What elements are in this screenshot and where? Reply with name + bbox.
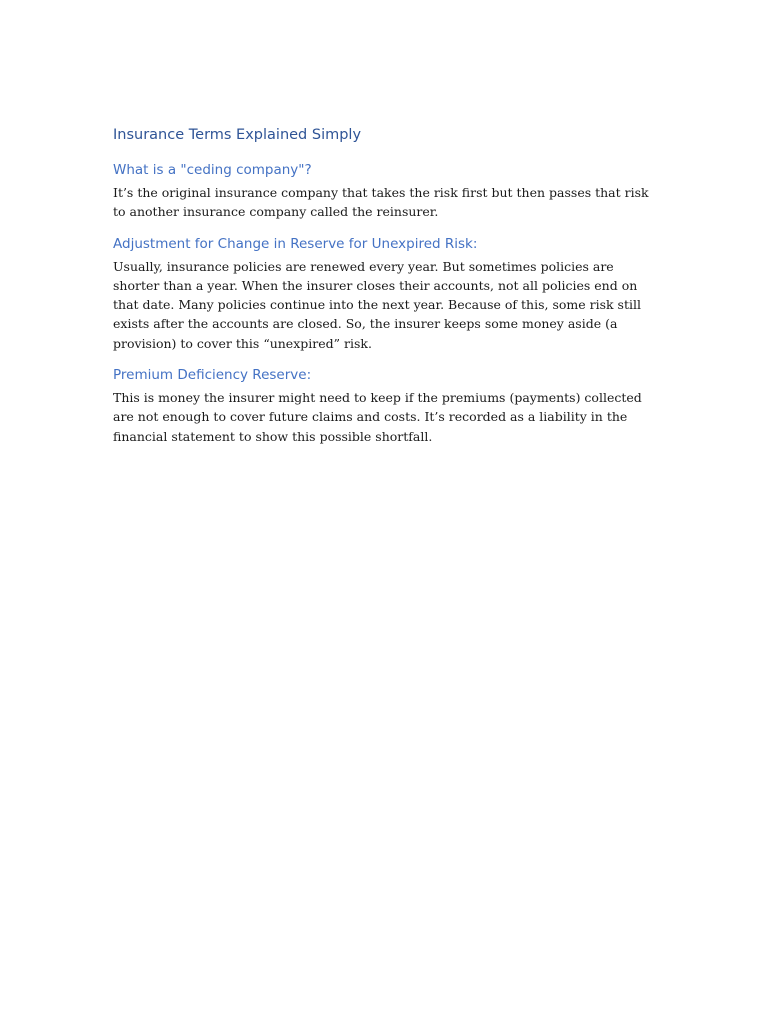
document-page — [113, 124, 658, 458]
document-title: Insurance Terms Explained Simply — [113, 127, 362, 143]
section-heading: Premium Deficiency Reserve: — [113, 367, 312, 384]
section-body: This is money the insurer might need to keep if the premiums (payments) collected are not enough to cover future claims and costs. It’s recorded as a liability in the financial statement to show this possible shortfall. — [113, 390, 642, 444]
section-unexpired-risk — [113, 234, 658, 353]
section-body: It’s the original insurance company that takes the risk first but then passes that risk to another insurance company called the reinsurer. — [113, 185, 649, 220]
section-ceding-company — [113, 160, 658, 222]
section-heading: Adjustment for Change in Reserve for Unexpired Risk: — [113, 235, 478, 252]
section-premium-deficiency — [113, 365, 658, 446]
section-heading: What is a "ceding company"? — [113, 162, 312, 178]
section-body: Usually, insurance policies are renewed every year. But sometimes policies are shorter than a year. When the insurer closes their accounts, not all policies end on that date. Many policies continue into the next year. Because of this, some risk still exists after the accounts are closed. So, the insurer keeps some money aside (a provision) to cover this “unexpired” risk. — [113, 258, 641, 351]
